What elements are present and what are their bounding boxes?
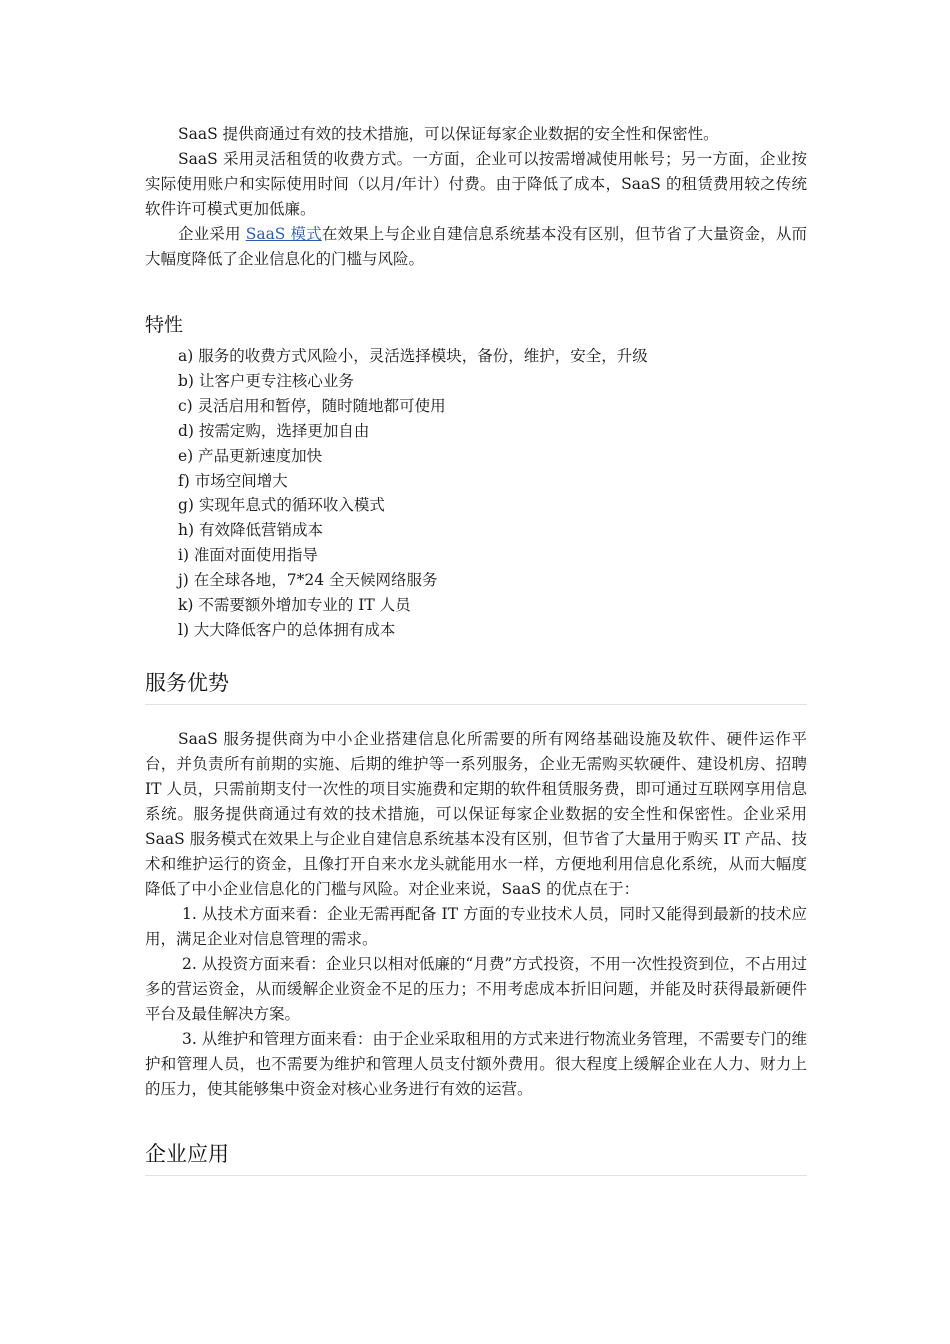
- advantages-body: [145, 727, 807, 1102]
- intro-paragraph-1: SaaS 提供商通过有效的技术措施，可以保证每家企业数据的安全性和保密性。: [178, 125, 719, 143]
- feature-item-b: b) 让客户更专注核心业务: [178, 371, 354, 390]
- advantage-point-1: 1. 从技术方面来看：企业无需再配备 IT 方面的专业技术人员，同时又能得到最新的技术应用，满足企业对信息管理的需求。: [145, 904, 807, 948]
- enterprise-heading: 企业应用: [145, 1139, 807, 1176]
- intro-paragraph-3-lead: 企业采用: [178, 225, 246, 243]
- feature-item-k: k) 不需要额外增加专业的 IT 人员: [178, 596, 411, 615]
- feature-item-d: d) 按需定购，选择更加自由: [178, 421, 370, 440]
- advantage-point-2: 2. 从投资方面来看：企业只以相对低廉的“月费”方式投资，不用一次性投资到位，不占用过多的营运资金，从而缓解企业资金不足的压力；不用考虑成本折旧问题，并能及时获得最新硬件平台及最佳解决方案。: [145, 954, 807, 1023]
- feature-item-g: g) 实现年息式的循环收入模式: [178, 496, 385, 515]
- feature-item-c: c) 灵活启用和暂停，随时随地都可使用: [178, 396, 446, 415]
- advantages-section: [145, 668, 807, 1102]
- advantages-paragraph: SaaS 服务提供商为中小企业搭建信息化所需要的所有网络基础设施及软件、硬件运作平台，并负责所有前期的实施、后期的维护等一系列服务，企业无需购买软硬件、建设机房、招聘 IT 人员，只需前期支付一次性的项目实施费和定期的软件租赁服务费，即可通过互联网享用信息系统。服务提供商通过有效的技术措施，可以保证每家企业数据的安全性和保密性。企业采用 SaaS 服务模式在效果上与企业自建信息系统基本没有区别，但节省了大量用于购买 IT 产品、技术和维护运行的资金，且像打开自来水龙头就能用水一样，方便地利用信息化系统，从而大幅度降低了中小企业信息化的门槛与风险。对企业来说，SaaS 的优点在于：: [145, 729, 807, 898]
- feature-item-a: a) 服务的收费方式风险小，灵活选择模块，备份，维护，安全，升级: [178, 347, 648, 365]
- advantages-heading: 服务优势: [145, 668, 807, 705]
- feature-item-i: i) 准面对面使用指导: [178, 546, 318, 565]
- intro-paragraph-2: SaaS 采用灵活租赁的收费方式。一方面，企业可以按需增减使用帐号；另一方面，企业按实际使用账户和实际使用时间（以月/年计）付费。由于降低了成本，SaaS 的租赁费用较之传统软件许可模式更加低廉。: [145, 150, 807, 218]
- intro-paragraph-3: [145, 222, 807, 272]
- features-list: [145, 344, 807, 643]
- feature-item-e: e) 产品更新速度加快: [178, 446, 323, 465]
- feature-item-f: f) 市场空间增大: [178, 471, 288, 490]
- feature-item-j: j) 在全球各地，7*24 全天候网络服务: [178, 571, 438, 590]
- features-heading: 特性: [145, 314, 184, 336]
- advantage-point-3: 3. 从维护和管理方面来看：由于企业采取租用的方式来进行物流业务管理，不需要专门的维护和管理人员，也不需要为维护和管理人员支付额外费用。很大程度上缓解企业在人力、财力上的压力，使其能够集中资金对核心业务进行有效的运营。: [145, 1029, 807, 1098]
- feature-item-h: h) 有效降低营销成本: [178, 521, 323, 540]
- feature-item-l: l) 大大降低客户的总体拥有成本: [178, 620, 396, 639]
- enterprise-section: [145, 1139, 807, 1176]
- intro-paragraph-3-rest: 在效果上与企业自建信息系统基本没有区别，但节省了大量资金，从而大幅度降低了企业信息化的门槛与风险。: [145, 225, 807, 268]
- document-page: [145, 122, 807, 1176]
- saas-model-link[interactable]: SaaS 模式: [245, 225, 322, 243]
